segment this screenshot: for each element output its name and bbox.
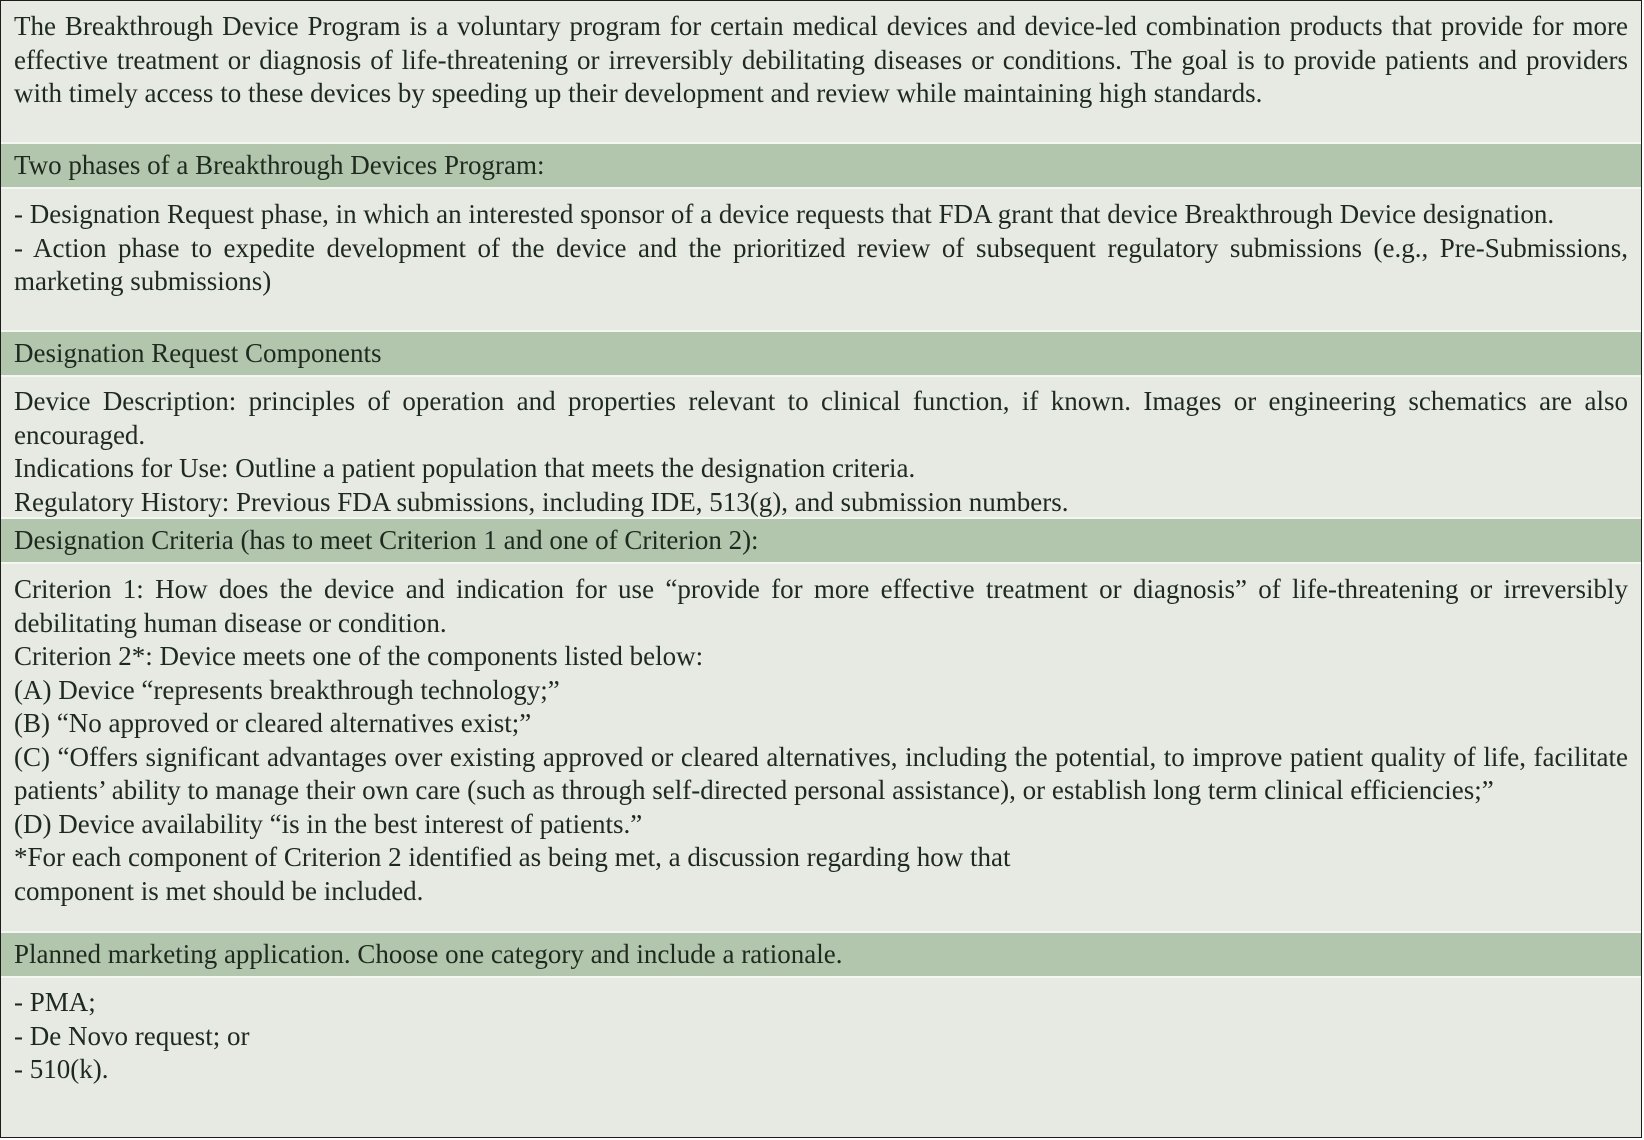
phases-cell — [1, 189, 1641, 332]
phases-header — [1, 144, 1641, 189]
criterion-item: (C) “Offers significant advantages over existing approved or cleared alternatives, including the potential, to improve patient quality of life, facilitate patients’ ability to manage their own care (such as through self-directed personal assistance), or establish long term clinical efficiencies;” — [14, 741, 1628, 805]
criteria-footnote: component is met should be included. — [14, 875, 424, 906]
criteria-cell — [1, 564, 1641, 933]
phase-item: - Action phase to expedite development of the device and the prioritized review of subsequent regulatory submissions (e.g., Pre-Submissions, marketing submissions) — [14, 232, 1628, 296]
criteria-header — [1, 519, 1641, 564]
criterion-item: (D) Device availability “is in the best interest of patients.” — [14, 808, 643, 839]
criterion-item: (A) Device “represents breakthrough technology;” — [14, 674, 560, 705]
intro-text: The Breakthrough Device Program is a voluntary program for certain medical devices and device-led combination products that provide for more effective treatment or diagnosis of life-threatening or irreversibly debilitating diseases or conditions. The goal is to provide patients and providers with timely access to these devices by speeding up their development and review while maintaining high standards. — [14, 11, 1628, 108]
criteria-heading: Designation Criteria (has to meet Criterion 1 and one of Criterion 2): — [14, 524, 759, 555]
phase-item: - Designation Request phase, in which an interested sponsor of a device requests that FDA grant that device Breakthrough Device designation. — [14, 199, 1555, 229]
intro-cell — [1, 1, 1641, 144]
marketing-heading: Planned marketing application. Choose one category and include a rationale. — [14, 938, 843, 969]
criteria-footnote: *For each component of Criterion 2 identified as being met, a discussion regarding how that — [14, 842, 1011, 872]
marketing-cell — [1, 978, 1641, 1088]
marketing-header — [1, 933, 1641, 978]
components-header — [1, 332, 1641, 377]
marketing-option: - 510(k). — [14, 1054, 109, 1084]
marketing-option: - PMA; — [14, 987, 96, 1017]
marketing-option: - De Novo request; or — [14, 1020, 250, 1051]
component-item: Regulatory History: Previous FDA submissions, including IDE, 513(g), and submission numbers. — [14, 486, 1069, 517]
component-item: Indications for Use: Outline a patient population that meets the designation criteria. — [14, 453, 916, 483]
criterion-item: (B) “No approved or cleared alternatives exist;” — [14, 708, 532, 738]
phases-heading: Two phases of a Breakthrough Devices Program: — [14, 149, 545, 180]
criterion-item: Criterion 2*: Device meets one of the components listed below: — [14, 641, 704, 671]
components-heading: Designation Request Components — [14, 337, 382, 368]
component-item: Device Description: principles of operation and properties relevant to clinical function, if known. Images or engineering schematics are also encouraged. — [14, 386, 1628, 450]
criterion-item: Criterion 1: How does the device and indication for use “provide for more effective treatment or diagnosis” of life-threatening or irreversibly debilitating human disease or condition. — [14, 574, 1628, 638]
components-cell — [1, 377, 1641, 519]
